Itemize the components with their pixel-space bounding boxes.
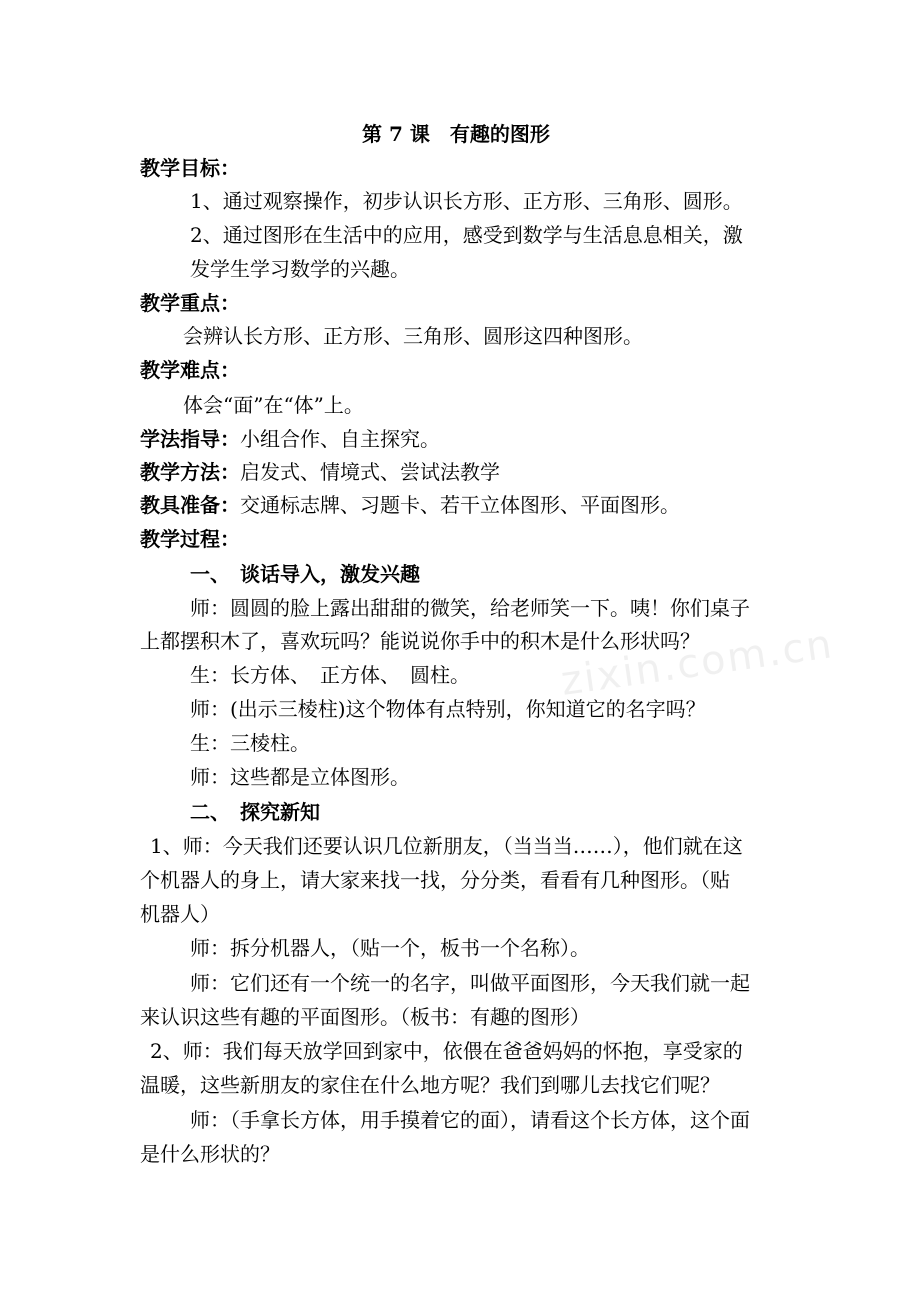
- methods-value: 启发式、情境式、尝试法教学: [240, 460, 500, 484]
- section-2-line: 师：拆分机器人，（贴一个，板书一个名称）。: [190, 936, 590, 960]
- lesson-title: 第 7 课 有趣的图形: [362, 122, 550, 146]
- key-points-text: 会辨认长方形、正方形、三角形、圆形这四种图形。: [183, 324, 643, 348]
- guidance-value: 小组合作、自主探究。: [240, 427, 440, 451]
- section-1-line: 生：长方体、 正方体、 圆柱。: [190, 663, 470, 687]
- section-2-line: 温暖，这些新朋友的家住在什么地方呢？我们到哪儿去找它们呢？: [140, 1073, 720, 1097]
- objective-item-2: 2、通过图形在生活中的应用，感受到数学与生活息息相关，激: [190, 223, 743, 247]
- difficulties-text: 体会“面”在“体”上。: [183, 393, 364, 417]
- section-2-line: 师：（手拿长方体，用手摸着它的面），请看这个长方体，这个面: [190, 1108, 750, 1132]
- section-1-line: 师：(出示三棱柱)这个物体有点特别，你知道它的名字吗？: [190, 697, 706, 721]
- section-2-title: 二、 探究新知: [190, 800, 320, 824]
- section-2-line: 师：它们还有一个统一的名字，叫做平面图形，今天我们就一起: [190, 971, 750, 995]
- section-2-line: 1、师：今天我们还要认识几位新朋友，（当当当……），他们就在这: [150, 834, 743, 858]
- methods-label: 教学方法：: [140, 460, 240, 484]
- section-1-line: 师：这些都是立体图形。: [190, 765, 410, 789]
- key-points-heading: 教学重点：: [140, 291, 240, 315]
- section-1-line: 生：三棱柱。: [190, 731, 310, 755]
- watermark: zixin.com.cn: [558, 621, 837, 705]
- section-1-line: 上都摆积木了，喜欢玩吗？能说说你手中的积木是什么形状吗？: [140, 629, 700, 653]
- section-1-title: 一、 谈话导入，激发兴趣: [190, 562, 420, 586]
- objectives-heading: 教学目标：: [140, 156, 240, 180]
- objective-item-2-continued: 发学生学习数学的兴趣。: [190, 257, 410, 281]
- section-1-line: 师：圆圆的脸上露出甜甜的微笑，给老师笑一下。咦！你们桌子: [190, 596, 750, 620]
- materials-row: [140, 492, 680, 518]
- section-2-line: 个机器人的身上，请大家来找一找，分分类，看看有几种图形。（贴: [140, 868, 730, 892]
- materials-value: 交通标志牌、习题卡、若干立体图形、平面图形。: [240, 493, 680, 517]
- section-2-line: 来认识这些有趣的平面图形。（板书：有趣的图形）: [140, 1005, 590, 1029]
- section-2-line: 是什么形状的？: [140, 1142, 280, 1166]
- section-2-line: 机器人）: [140, 902, 220, 926]
- guidance-label: 学法指导：: [140, 427, 240, 451]
- section-2-line: 2、师：我们每天放学回到家中，依偎在爸爸妈妈的怀抱，享受家的: [150, 1039, 743, 1063]
- guidance-row: [140, 426, 440, 452]
- process-heading: 教学过程：: [140, 527, 240, 551]
- materials-label: 教具准备：: [140, 493, 240, 517]
- methods-row: [140, 459, 500, 485]
- difficulties-heading: 教学难点：: [140, 358, 240, 382]
- objective-item-1: 1、通过观察操作，初步认识长方形、正方形、三角形、圆形。: [190, 189, 743, 213]
